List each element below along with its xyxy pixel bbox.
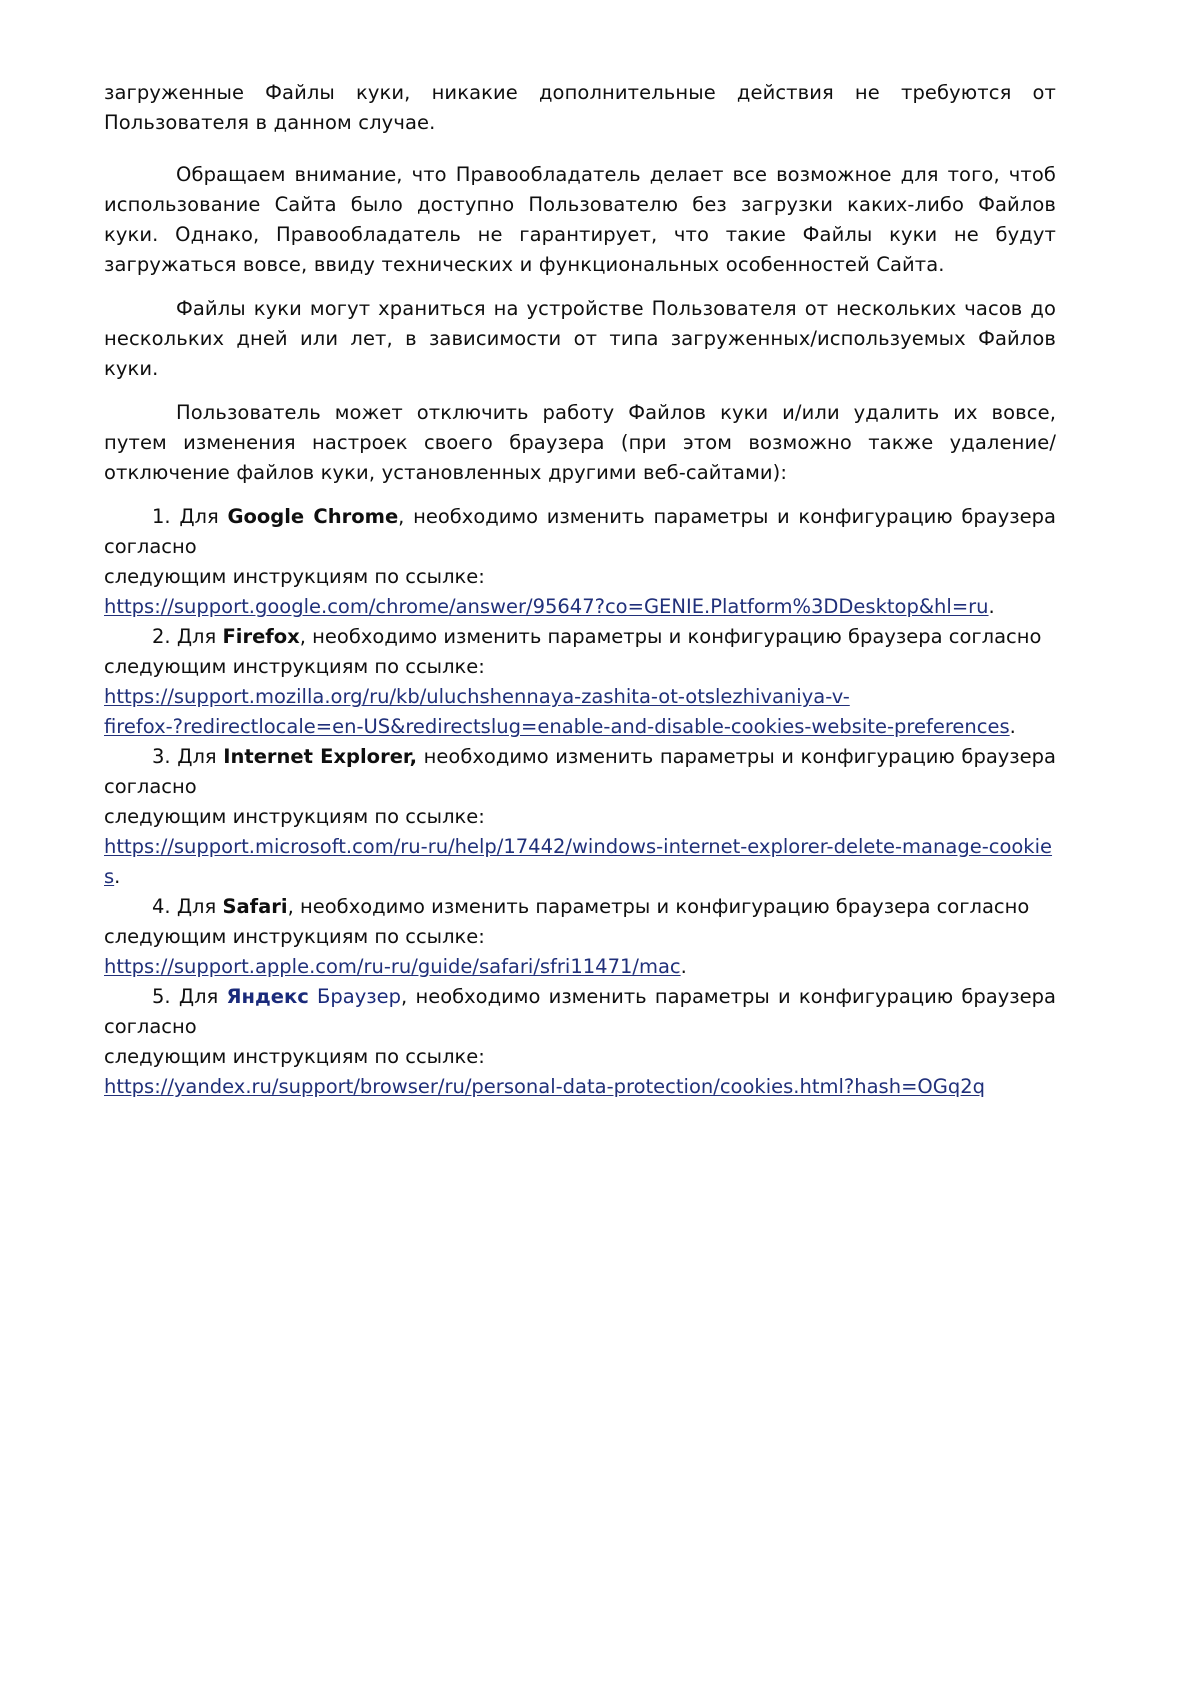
- list-item-number: 5.: [152, 985, 171, 1008]
- link-firefox-cookies-part1[interactable]: https://support.mozilla.org/ru/kb/uluchshennaya-zashita-ot-otslezhivaniya-v-: [104, 685, 850, 708]
- link-firefox-cookies-part2[interactable]: firefox-?redirectlocale=en-US&redirectslug=enable-and-disable-cookies-website-preferences: [104, 715, 1010, 738]
- link-line-google-chrome: [104, 592, 1056, 622]
- list-item-tail-internet-explorer: следующим инструкциям по ссылке:: [104, 805, 485, 828]
- link-terminator: .: [988, 595, 995, 618]
- list-item-text: , необходимо изменить параметры и конфигурацию браузера согласно: [287, 895, 1030, 918]
- paragraph-cookie-storage-duration: Файлы куки могут храниться на устройстве Пользователя от нескольких часов до нескольких дней или лет, в зависимости от типа загруженных/используемых Файлов куки.: [104, 297, 1056, 380]
- link-yandex-browser-cookies[interactable]: https://yandex.ru/support/browser/ru/personal-data-protection/cookies.html?hash=OGq2q: [104, 1075, 986, 1098]
- link-line-internet-explorer: [104, 832, 1056, 892]
- link-line-firefox-2: [104, 712, 1056, 742]
- list-item-number: 4.: [152, 895, 171, 918]
- list-item-internet-explorer: [104, 742, 1056, 802]
- list-item-prefix: Для: [177, 745, 217, 768]
- browser-name-google-chrome: Google Chrome: [227, 505, 399, 528]
- list-item-text: , необходимо изменить параметры и конфигурацию браузера согласно: [104, 505, 1056, 558]
- list-item-tail-firefox: следующим инструкциям по ссылке:: [104, 655, 485, 678]
- link-internet-explorer-cookies[interactable]: https://support.microsoft.com/ru-ru/help/17442/windows-internet-explorer-delete-manage-cookies: [104, 835, 1053, 888]
- list-item-tail-yandex-browser: следующим инструкциям по ссылке:: [104, 1045, 485, 1068]
- browser-name-firefox: Firefox: [222, 625, 300, 648]
- browser-name-safari: Safari: [222, 895, 288, 918]
- link-line-firefox-1: [104, 682, 1056, 712]
- list-item-prefix: Для: [176, 625, 217, 648]
- list-item-yandex-browser: [104, 982, 1056, 1042]
- link-terminator: .: [114, 865, 121, 888]
- paragraph-cookies-no-extra-action: загруженные Файлы куки, никакие дополнительные действия не требуются от Пользователя в данном случае.: [104, 81, 1056, 134]
- document-body: [104, 78, 1056, 1102]
- list-item-number: 3.: [152, 745, 171, 768]
- link-line-yandex-browser: [104, 1072, 1056, 1102]
- list-item-prefix: Для: [176, 895, 217, 918]
- browser-name-internet-explorer: Internet Explorer,: [223, 745, 418, 768]
- paragraph-rightholder-best-effort: Обращаем внимание, что Правообладатель делает все возможное для того, чтоб использование Сайта было доступно Пользователю без загрузки каких-либо Файлов куки. Однако, Правообладатель не гарантирует, что такие Файлы куки не будут загружаться вовсе, ввиду технических и функциональных особенностей Сайта.: [104, 163, 1056, 276]
- link-safari-cookies[interactable]: https://support.apple.com/ru-ru/guide/safari/sfri11471/mac: [104, 955, 681, 978]
- paragraph-user-can-disable-cookies: Пользователь может отключить работу Файлов куки и/или удалить их вовсе, путем изменения настроек своего браузера (при этом возможно также удаление/отключение файлов куки, установленных другими веб-сайтами):: [104, 401, 1056, 484]
- browser-instructions-list: [104, 502, 1056, 1102]
- browser-name-yandex-secondary: Браузер: [317, 985, 402, 1008]
- list-item-safari: [104, 892, 1056, 922]
- list-item-tail-safari: следующим инструкциям по ссылке:: [104, 925, 485, 948]
- link-google-chrome-cookies[interactable]: https://support.google.com/chrome/answer/95647?co=GENIE.Platform%3DDesktop&hl=ru: [104, 595, 989, 618]
- list-item-text: , необходимо изменить параметры и конфигурацию браузера согласно: [104, 985, 1056, 1038]
- list-item-prefix: Для: [179, 505, 219, 528]
- link-terminator: .: [680, 955, 687, 978]
- list-item-number: 2.: [152, 625, 171, 648]
- link-line-safari: [104, 952, 1056, 982]
- list-item-number: 1.: [152, 505, 171, 528]
- list-item-prefix: Для: [178, 985, 219, 1008]
- browser-name-yandex: Яндекс: [226, 985, 309, 1008]
- list-item-tail-google-chrome: следующим инструкциям по ссылке:: [104, 565, 485, 588]
- list-item-text: необходимо изменить параметры и конфигурацию браузера согласно: [104, 745, 1057, 798]
- list-item-google-chrome: [104, 502, 1056, 562]
- link-terminator: .: [1009, 715, 1016, 738]
- list-item-firefox: [104, 622, 1056, 652]
- list-item-text: , необходимо изменить параметры и конфигурацию браузера согласно: [299, 625, 1042, 648]
